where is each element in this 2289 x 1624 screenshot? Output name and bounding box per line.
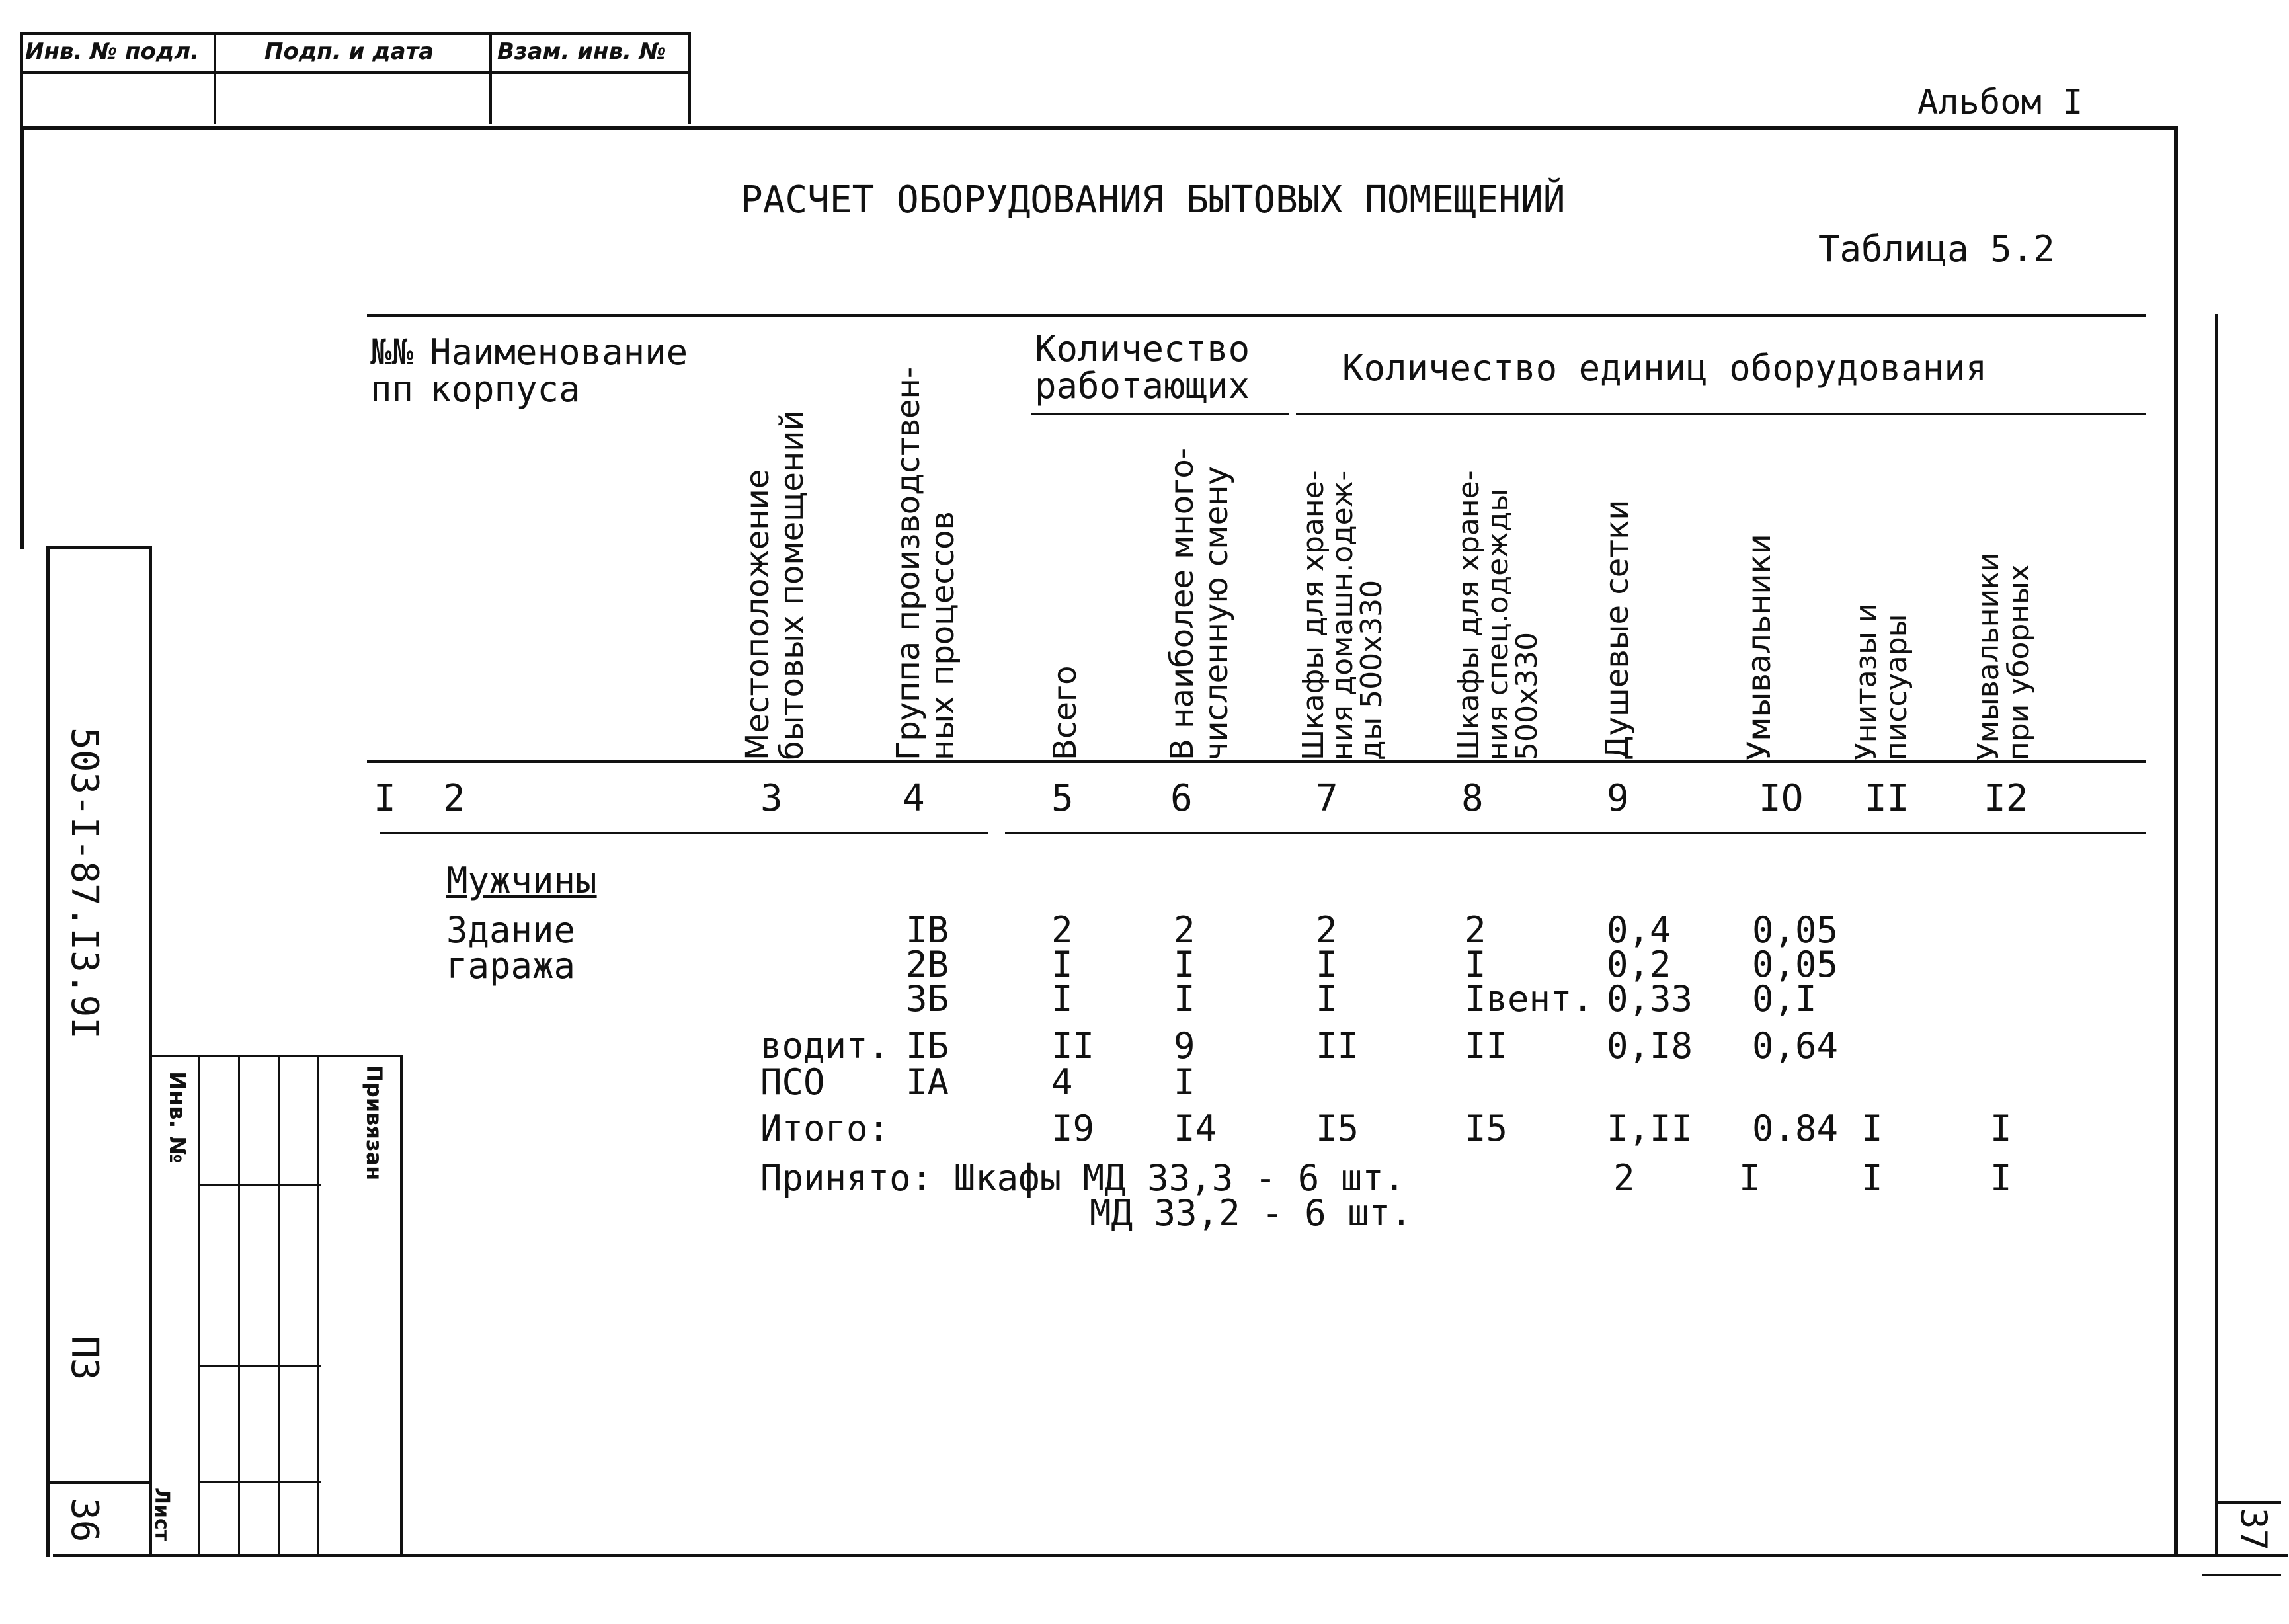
colnum-11: II [1865,777,1909,820]
colnum-12: I2 [1984,777,2028,820]
header-group-equipment: Количество единиц оборудования [1342,347,1988,389]
doc-code: 503-I-87.I3.9I [63,727,106,1040]
cell-spec-cabinets: Iвент. [1465,978,1594,1020]
cell-total: I [1051,978,1073,1020]
section-men: Мужчины [446,860,597,901]
header-col4: Группа производствен- ных процессов [890,366,961,760]
cell-shift: I [1174,978,1195,1020]
inv-no-label: Инв. № [164,1071,190,1164]
cell-showers: 0,I8 [1607,1025,1693,1067]
colnum-10: IO [1759,777,1804,820]
cell-group: IA [906,1061,949,1103]
header-group-workers: Количество работающих [1035,328,1250,407]
cell-showers: 0,2 [1607,944,1671,985]
cell-home-cabinets: I [1316,978,1338,1020]
header-col2: Наименование корпуса [430,331,688,410]
cell-washbasins: 0,64 [1752,1025,1839,1067]
colnum-1: I [374,777,396,820]
building-name: Здание гаража [446,909,576,987]
header-col10: Умывальники [1741,534,1778,760]
cell-spec-cabinets: II [1465,1025,1508,1067]
header-col7: Шкафы для хране- ния домашн.одеж- ды 500х330 [1297,470,1388,760]
sheet-number-right: 37 [2233,1508,2274,1551]
colnum-7: 7 [1316,777,1338,820]
header-col8: Шкафы для хране- ния спец.одежды 500х330 [1452,470,1544,760]
accepted-c11: I [1861,1157,1883,1199]
header-col1: №№ пп [370,331,414,410]
colnum-6: 6 [1170,777,1193,820]
cell-spec-cabinets: I [1465,944,1486,985]
stamp-podp-i-data: Подп. и дата [264,38,434,65]
total-c10: 0.84 [1752,1108,1839,1149]
colnum-4: 4 [903,777,925,820]
album-label: Альбом I [1917,83,2083,122]
cell-group: 3Б [906,978,949,1020]
header-col5: Всего [1047,665,1084,760]
list-label: Лист [150,1488,173,1542]
sheet-number-left: 36 [63,1498,106,1543]
table-label: Таблица 5.2 [1818,228,2055,270]
cell-total: I [1051,944,1073,985]
cell-group: 2В [906,944,949,985]
accepted-line2: МД 33,2 - 6 шт. [1090,1192,1412,1234]
stamp-inv-no-podl: Инв. № подл. [25,38,200,65]
cell-group: IВ [906,909,949,951]
total-c12: I [1990,1108,2012,1149]
colnum-5: 5 [1051,777,1074,820]
cell-location: ПСО [760,1061,825,1103]
cell-showers: 0,4 [1607,909,1671,951]
cell-shift: 9 [1174,1025,1195,1067]
page-title: РАСЧЕТ ОБОРУДОВАНИЯ БЫТОВЫХ ПОМЕЩЕНИЙ [741,179,1566,222]
cell-home-cabinets: II [1316,1025,1359,1067]
cell-location: водит. [760,1025,890,1067]
cell-shift: I [1174,1061,1195,1103]
accepted-label: Принято: Шкафы МД 33,3 - 6 шт. [760,1157,1406,1199]
privyazan-label: Привязан [362,1065,387,1181]
stamp-vzam-inv-no: Взам. инв. № [497,38,666,65]
colnum-2: 2 [443,777,465,820]
cell-shift: 2 [1174,909,1195,951]
total-c5: I9 [1051,1108,1095,1149]
total-c11: I [1861,1108,1883,1149]
header-col3: Местоположение бытовых помещений [739,410,811,760]
header-col12: Умывальники при уборных [1972,552,2036,760]
colnum-8: 8 [1461,777,1484,820]
cell-washbasins: 0,05 [1752,944,1839,985]
sheet-code: ПЗ [63,1336,106,1381]
total-c6: I4 [1174,1108,1217,1149]
colnum-3: 3 [760,777,783,820]
cell-shift: I [1174,944,1195,985]
cell-total: 2 [1051,909,1073,951]
total-label: Итого: [760,1108,890,1149]
cell-total: 4 [1051,1061,1073,1103]
header-col11: Унитазы и писсуары [1849,603,1913,760]
accepted-c9: 2 [1613,1157,1635,1199]
accepted-c12: I [1990,1157,2012,1199]
cell-total: II [1051,1025,1095,1067]
total-c9: I,II [1607,1108,1693,1149]
accepted-c10: I [1739,1157,1761,1199]
total-c7: I5 [1316,1108,1359,1149]
cell-spec-cabinets: 2 [1465,909,1486,951]
header-col9: Душевые сетки [1599,499,1636,760]
header-col6: В наиболее много- численную смену [1164,447,1235,760]
total-c8: I5 [1465,1108,1508,1149]
cell-home-cabinets: I [1316,944,1338,985]
cell-showers: 0,33 [1607,978,1693,1020]
cell-washbasins: 0,I [1752,978,1817,1020]
cell-group: IБ [906,1025,949,1067]
colnum-9: 9 [1607,777,1629,820]
cell-home-cabinets: 2 [1316,909,1338,951]
cell-washbasins: 0,05 [1752,909,1839,951]
